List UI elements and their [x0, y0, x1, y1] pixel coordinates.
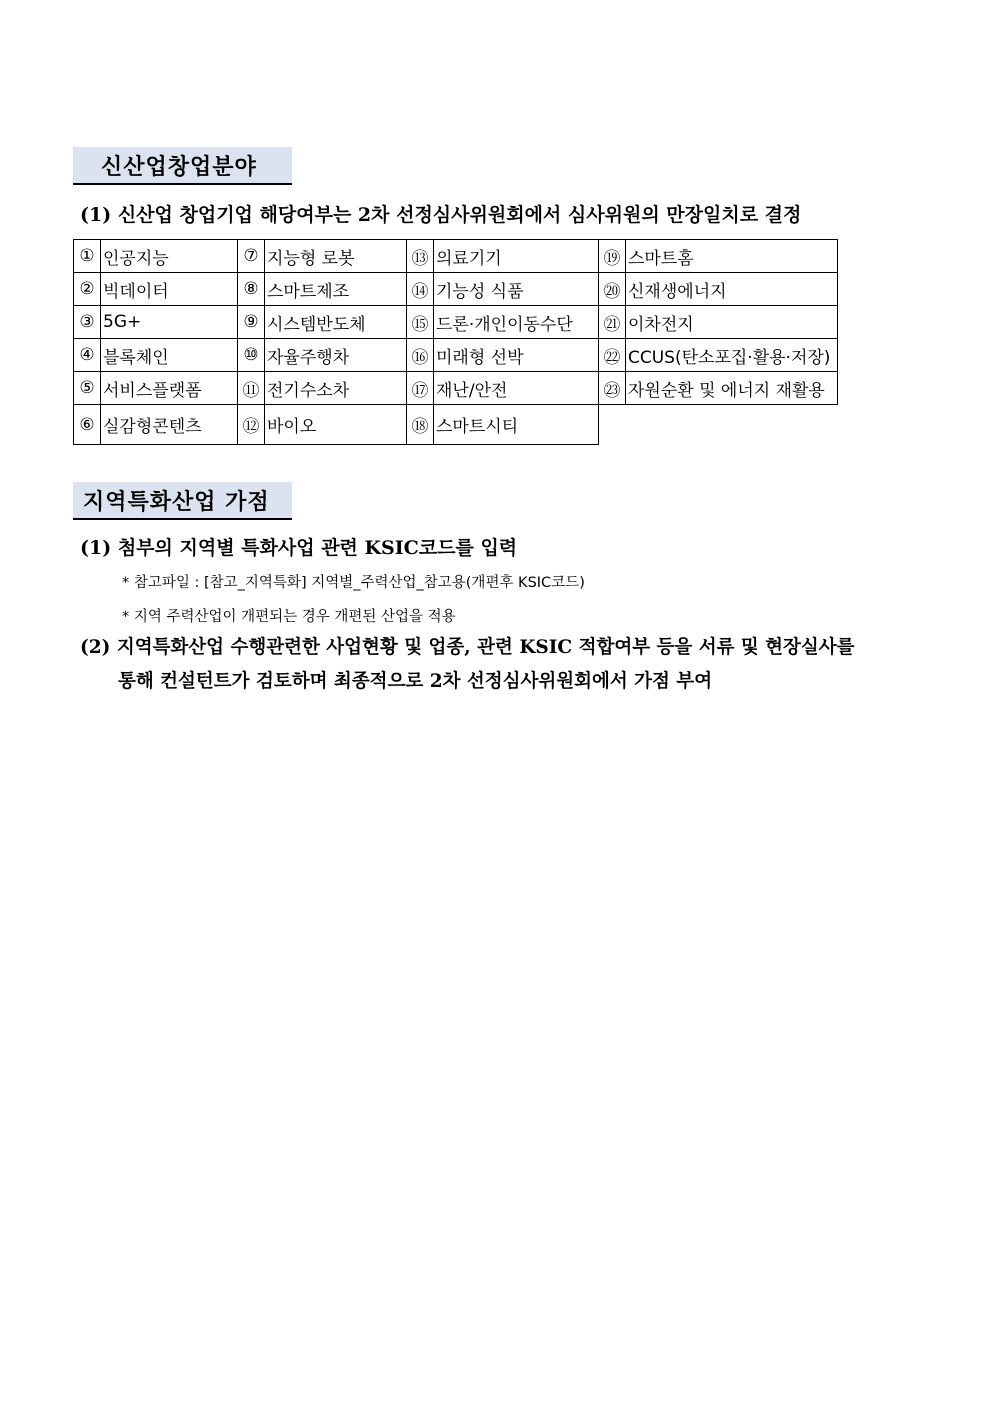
new-industry-field-table [73, 239, 838, 445]
field-number: ⑮ [407, 306, 434, 339]
field-label: 실감형콘텐츠 [101, 405, 238, 445]
table-row [74, 273, 838, 306]
field-label: 의료기기 [434, 240, 599, 273]
field-number: ⑬ [407, 240, 434, 273]
table-row [74, 306, 838, 339]
field-number: ④ [74, 339, 101, 372]
field-number: ⑭ [407, 273, 434, 306]
field-label: 인공지능 [101, 240, 238, 273]
field-label: 시스템반도체 [265, 306, 407, 339]
field-number: ⑰ [407, 372, 434, 405]
field-number: ⑥ [74, 405, 101, 445]
field-number: ㉓ [599, 372, 626, 405]
field-label: 신재생에너지 [626, 273, 838, 306]
field-label: 5G+ [101, 306, 238, 339]
field-label: 자율주행차 [265, 339, 407, 372]
field-label: 자원순환 및 에너지 재활용 [626, 372, 838, 405]
field-label: 바이오 [265, 405, 407, 445]
section-heading-new-industry: 신산업창업분야 [73, 147, 292, 185]
field-number: ㉒ [599, 339, 626, 372]
field-label: 스마트제조 [265, 273, 407, 306]
field-number: ⑱ [407, 405, 434, 445]
field-label: 스마트홈 [626, 240, 838, 273]
table-row [74, 372, 838, 405]
field-number: ② [74, 273, 101, 306]
regional-note-2: * 지역 주력산업이 개편되는 경우 개편된 산업을 적용 [122, 609, 456, 625]
field-number: ① [74, 240, 101, 273]
field-number: ⑩ [238, 339, 265, 372]
field-number: ⑧ [238, 273, 265, 306]
field-label: 이차전지 [626, 306, 838, 339]
regional-para-2-line-1: (2) 지역특화산업 수행관련한 사업현황 및 업종, 관련 KSIC 적합여부 등을 서류 및 현장실사를 [80, 637, 855, 658]
table-row [74, 240, 838, 273]
field-label: 미래형 선박 [434, 339, 599, 372]
field-label: 서비스플랫폼 [101, 372, 238, 405]
field-label: 재난/안전 [434, 372, 599, 405]
field-number: ③ [74, 306, 101, 339]
field-label: CCUS(탄소포집·활용·저장) [626, 339, 838, 372]
field-label: 기능성 식품 [434, 273, 599, 306]
field-number: ⑳ [599, 273, 626, 306]
field-label: 블록체인 [101, 339, 238, 372]
field-label: 드론·개인이동수단 [434, 306, 599, 339]
regional-note-1: * 참고파일 : [참고_지역특화] 지역별_주력산업_참고용(개편후 KSIC코드) [122, 575, 585, 591]
field-label: 스마트시티 [434, 405, 599, 445]
table-row [74, 339, 838, 372]
field-label: 전기수소차 [265, 372, 407, 405]
new-industry-criteria-text: (1) 신산업 창업기업 해당여부는 2차 선정심사위원회에서 심사위원의 만장일치로 결정 [80, 204, 802, 226]
field-number: ⑫ [238, 405, 265, 445]
section-heading-regional-bonus: 지역특화산업 가점 [73, 482, 292, 520]
field-number: ⑪ [238, 372, 265, 405]
field-number: ㉑ [599, 306, 626, 339]
field-number: ⑲ [599, 240, 626, 273]
regional-para-2-line-2: 통해 컨설턴트가 검토하며 최종적으로 2차 선정심사위원회에서 가점 부여 [118, 671, 713, 692]
field-number: ⑯ [407, 339, 434, 372]
table-row [74, 405, 838, 445]
field-label: 빅데이터 [101, 273, 238, 306]
field-number: ⑨ [238, 306, 265, 339]
field-number: ⑦ [238, 240, 265, 273]
empty-cell [599, 405, 838, 445]
regional-para-1: (1) 첨부의 지역별 특화사업 관련 KSIC코드를 입력 [80, 537, 518, 559]
field-label: 지능형 로봇 [265, 240, 407, 273]
field-number: ⑤ [74, 372, 101, 405]
